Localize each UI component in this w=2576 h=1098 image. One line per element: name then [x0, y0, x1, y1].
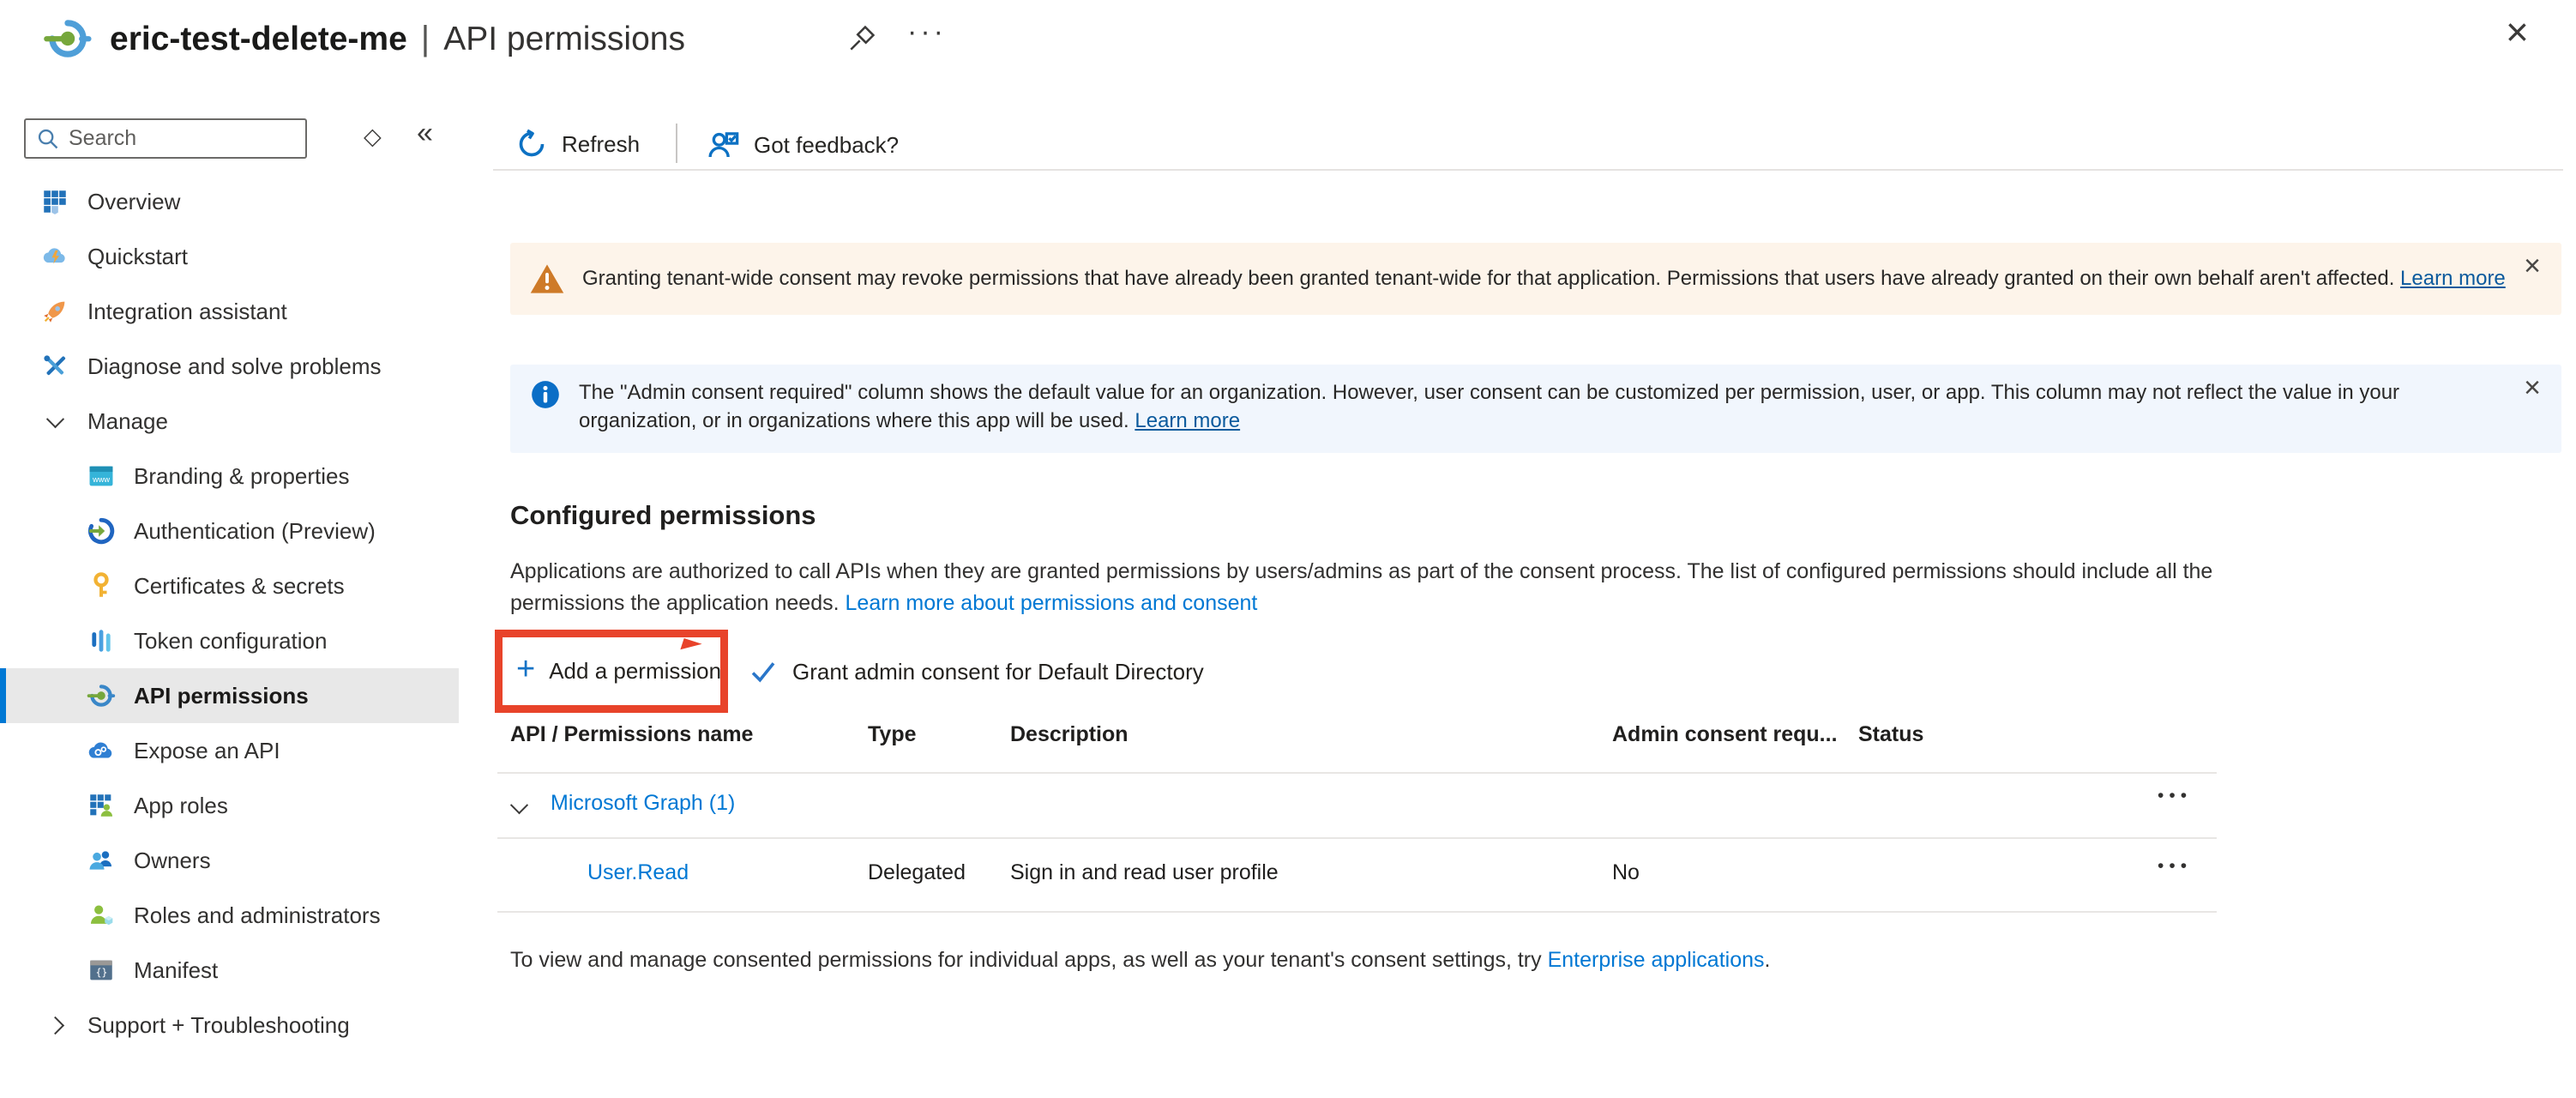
title-separator: | [420, 19, 430, 57]
column-header-status[interactable]: Status [1858, 722, 1924, 746]
sidebar-item-label: Manifest [134, 956, 219, 983]
sidebar-group-label: Manage [87, 407, 168, 434]
sidebar-item-roles-admins[interactable] [0, 888, 480, 943]
permission-type-cell: Delegated [868, 860, 966, 884]
add-permission-button[interactable] [516, 651, 722, 687]
permission-admin-consent-cell: No [1612, 860, 1640, 884]
warning-text: Granting tenant-wide consent may revoke permissions that have already been granted tenant-wide for that application. Permissions that users have already granted on their own behalf aren't affected. Learn more [582, 267, 2506, 290]
add-permission-label: Add a permission [549, 657, 722, 684]
sidebar-group-label: Support + Troubleshooting [87, 1011, 350, 1038]
sidebar-item-label: Diagnose and solve problems [87, 353, 382, 379]
sidebar-item-authentication[interactable] [0, 504, 480, 558]
feedback-button[interactable] [705, 127, 899, 163]
sidebar-item-label: Token configuration [134, 627, 328, 654]
browser-icon [86, 461, 117, 492]
feedback-label: Got feedback? [754, 131, 900, 158]
sidebar-item-label: Expose an API [134, 737, 280, 763]
sidebar-item-label: Integration assistant [87, 298, 287, 324]
chevron-right-icon [39, 1010, 70, 1041]
grant-admin-consent-button[interactable] [748, 656, 1204, 687]
quickstart-icon [39, 241, 70, 272]
sidebar-item-certificates[interactable] [0, 558, 480, 613]
refresh-icon [515, 127, 549, 161]
info-icon [529, 378, 562, 411]
warning-icon [529, 262, 565, 296]
column-header-type[interactable]: Type [868, 722, 917, 746]
sidebar-group-support[interactable] [0, 998, 480, 1053]
sidebar-item-owners[interactable] [0, 833, 480, 888]
search-icon [36, 127, 60, 151]
more-actions-icon[interactable]: ··· [907, 15, 947, 48]
permission-name-link[interactable]: User.Read [587, 860, 689, 884]
sidebar-item-label: Owners [134, 847, 211, 873]
search-input[interactable] [69, 126, 274, 151]
column-header-admin-consent[interactable]: Admin consent requ... [1612, 722, 1838, 746]
tools-icon [39, 351, 70, 382]
sidebar-item-manifest[interactable] [0, 943, 480, 998]
api-group-link[interactable]: Microsoft Graph (1) [551, 791, 736, 815]
info-text: The "Admin consent required" column shows the default value for an organization. However, user consent can be customized per permission, user, or app. This column may not reflect the value in your organization, or in organizations where this app will be used. Learn more [579, 381, 2400, 432]
collapse-sidebar-icon[interactable]: « [417, 117, 433, 149]
sidebar-item-expose-api[interactable] [0, 723, 480, 778]
app-name: eric-test-delete-me [110, 20, 407, 57]
chevron-down-icon [39, 406, 70, 437]
section-description: Applications are authorized to call APIs when they are granted permissions by users/admins as part of the consent process. The list of configured permissions should include all the permissions the application needs. Learn more about permissions and consent [510, 559, 2213, 615]
info-close-icon[interactable]: × [2524, 371, 2541, 404]
cloud-gears-icon [86, 735, 117, 766]
roles-admins-icon [86, 900, 117, 931]
feedback-icon [705, 127, 741, 163]
sidebar-item-app-roles[interactable] [0, 778, 480, 833]
refresh-button[interactable] [515, 127, 640, 161]
permission-description-cell: Sign in and read user profile [1010, 860, 1279, 884]
toolbar-divider [676, 124, 677, 163]
page-title [110, 20, 685, 58]
info-learn-more-link[interactable]: Learn more [1135, 409, 1241, 432]
api-permissions-icon [86, 680, 117, 711]
sidebar-item-label: Quickstart [87, 243, 189, 269]
sidebar-menu [0, 174, 480, 1053]
owners-icon [86, 845, 117, 876]
check-icon [748, 656, 779, 687]
sidebar-item-integration-assistant[interactable] [0, 284, 480, 339]
table-divider [497, 911, 2217, 913]
sidebar-item-diagnose[interactable] [0, 339, 480, 394]
overview-icon [39, 186, 70, 217]
group-row-menu-icon[interactable]: ••• [2158, 786, 2193, 805]
sidebar-item-overview[interactable] [0, 174, 480, 229]
enterprise-applications-link[interactable]: Enterprise applications [1547, 948, 1765, 972]
expand-group-chevron-icon[interactable] [513, 795, 526, 820]
api-permissions-app-icon [43, 14, 93, 63]
table-divider [497, 837, 2217, 839]
section-title: Configured permissions [510, 500, 816, 530]
warning-banner [510, 243, 2561, 315]
key-icon [86, 570, 117, 601]
expand-collapse-icon[interactable]: ◇ [364, 124, 382, 149]
permission-row-menu-icon[interactable]: ••• [2158, 856, 2193, 876]
column-header-description[interactable]: Description [1010, 722, 1129, 746]
sidebar-search[interactable] [24, 118, 307, 159]
manifest-icon [86, 955, 117, 986]
sidebar-item-label: App roles [134, 792, 228, 818]
rocket-icon [39, 296, 70, 327]
sidebar-item-label: Overview [87, 188, 181, 214]
footer-note: To view and manage consented permissions for individual apps, as well as your tenant's consent settings, try Enterprise applications. [510, 948, 1771, 972]
sidebar-group-manage[interactable] [0, 394, 480, 449]
refresh-label: Refresh [562, 130, 641, 157]
auth-arrow-icon [86, 516, 117, 546]
svg-text:www: www [93, 475, 110, 485]
bars-icon [86, 625, 117, 656]
sidebar-item-label: Branding & properties [134, 462, 350, 489]
pin-icon[interactable] [846, 22, 878, 61]
column-header-name[interactable]: API / Permissions name [510, 722, 754, 746]
page-name: API permissions [443, 20, 685, 57]
warning-learn-more-link[interactable]: Learn more [2400, 267, 2506, 290]
blade-header [43, 14, 685, 63]
toolbar-underline [493, 169, 2563, 171]
sidebar-item-label: Roles and administrators [134, 902, 381, 928]
sidebar-item-label: API permissions [134, 682, 309, 709]
app-roles-icon [86, 790, 117, 821]
plus-icon: + [516, 651, 536, 687]
grant-admin-consent-label: Grant admin consent for Default Directory [792, 658, 1204, 685]
sidebar-item-token-configuration[interactable] [0, 613, 480, 668]
info-banner [510, 365, 2561, 453]
sidebar-item-api-permissions[interactable] [0, 668, 459, 723]
permissions-consent-link[interactable]: Learn more about permissions and consent [845, 591, 1258, 615]
blade-close-icon[interactable]: × [2506, 9, 2529, 54]
sidebar-item-branding[interactable] [0, 449, 480, 504]
warning-close-icon[interactable]: × [2524, 250, 2541, 282]
svg-text:{}: {} [95, 966, 108, 979]
sidebar-item-label: Certificates & secrets [134, 572, 345, 599]
table-divider [497, 772, 2217, 774]
sidebar-item-quickstart[interactable] [0, 229, 480, 284]
sidebar-item-label: Authentication (Preview) [134, 517, 376, 544]
